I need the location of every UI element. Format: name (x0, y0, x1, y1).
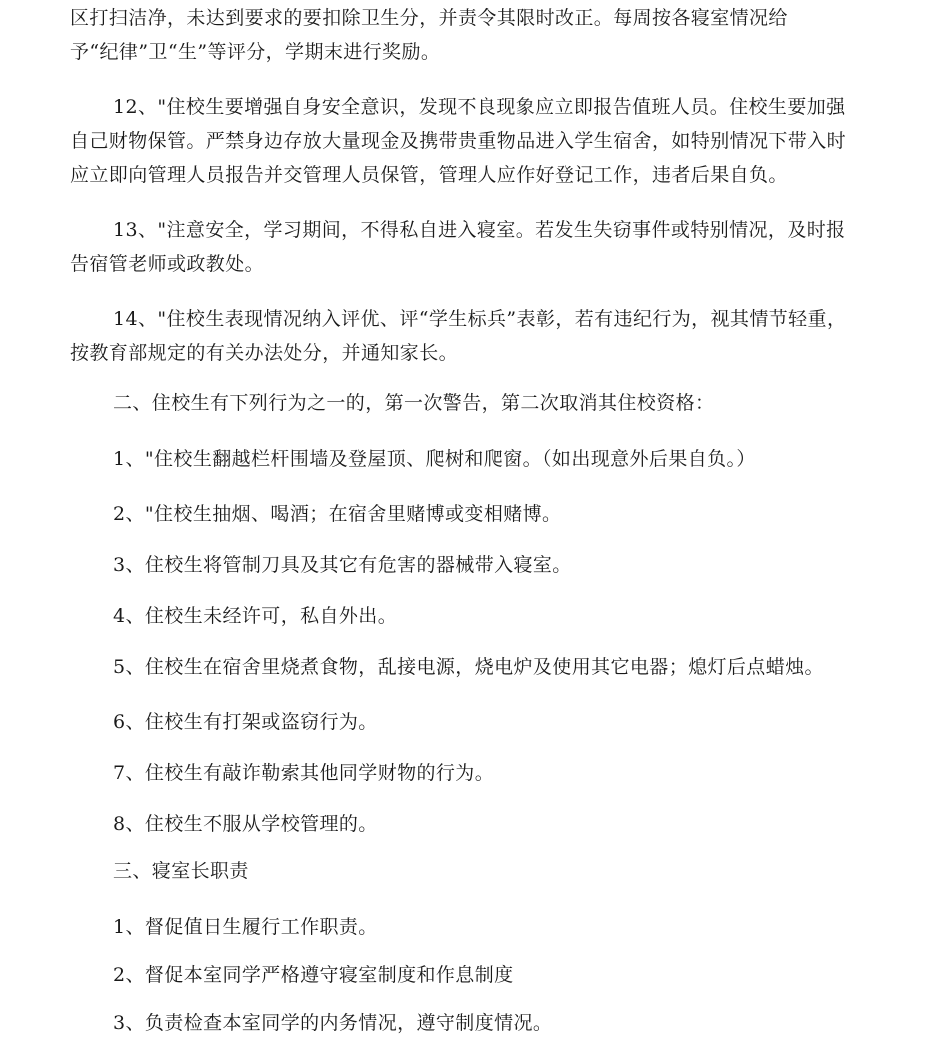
section-2-item: 1、"住校生翻越栏杆围墙及登屋顶、爬树和爬窗。（如出现意外后果自负。） (113, 448, 756, 470)
paragraph-continuation-line-1: 区打扫洁净，未达到要求的要扣除卫生分，并责令其限时改正。每周按各寝室情况给 (70, 7, 788, 29)
rule-paragraph-13: 13、"注意安全，学习期间，不得私自进入寝室。若发生失窃事件或特别情况，及时报告宿管老师或政教处。 (70, 219, 846, 275)
section-3-item: 2、督促本室同学严格遵守寝室制度和作息制度 (113, 964, 514, 986)
section-2-item: 6、住校生有打架或盗窃行为。 (113, 711, 378, 733)
section-2-item: 3、住校生将管制刀具及其它有危害的器械带入寝室。 (113, 554, 572, 576)
section-2-heading: 二、住校生有下列行为之一的，第一次警告，第二次取消其住校资格： (113, 392, 715, 414)
section-2-item: 2、"住校生抽烟、喝酒；在宿舍里赌博或变相赌博。 (113, 503, 562, 525)
paragraph-continuation-line-2: 予“纪律”卫“生”等评分，学期末进行奖励。 (70, 41, 441, 63)
section-2-item: 7、住校生有敲诈勒索其他同学财物的行为。 (113, 762, 495, 784)
section-2-item: 4、住校生未经许可，私自外出。 (113, 605, 398, 627)
section-3-item: 3、负责检查本室同学的内务情况，遵守制度情况。 (113, 1012, 553, 1034)
rule-paragraph-14: 14、"住校生表现情况纳入评优、评“学生标兵”表彰，若有违纪行为，视其情节轻重，按教育部规定的有关办法处分，并通知家长。 (70, 308, 847, 364)
section-2-item: 5、住校生在宿舍里烧煮食物，乱接电源，烧电炉及使用其它电器；熄灯后点蜡烛。 (113, 656, 824, 678)
section-3-heading: 三、寝室长职责 (113, 860, 249, 882)
rule-paragraph-12: 12、"住校生要增强自身安全意识，发现不良现象应立即报告值班人员。住校生要加强自己财物保管。严禁身边存放大量现金及携带贵重物品进入学生宿舍，如特别情况下带入时应立即向管理人员报告并交管理人员保管，管理人应作好登记工作，违者后果自负。 (70, 96, 847, 186)
section-2-item: 8、住校生不服从学校管理的。 (113, 813, 378, 835)
section-3-item: 1、督促值日生履行工作职责。 (113, 916, 378, 938)
